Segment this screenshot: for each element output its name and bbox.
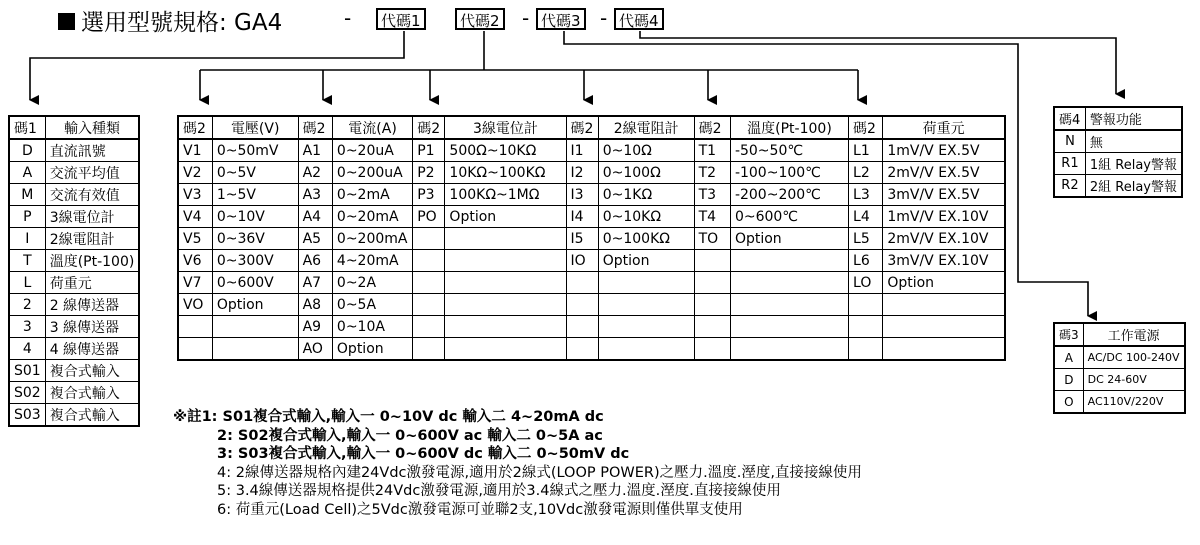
table-cell: 2組 Relay警報 bbox=[1085, 175, 1182, 198]
title-separator: - bbox=[344, 6, 352, 30]
table-cell: 0~20uA bbox=[332, 139, 412, 162]
table-cell bbox=[413, 294, 445, 316]
table-row bbox=[178, 162, 1005, 184]
table-cell: 1mV/V EX.5V bbox=[883, 139, 1005, 162]
table-row bbox=[1054, 130, 1182, 153]
table-cell bbox=[413, 338, 445, 361]
table-cell: T2 bbox=[694, 162, 730, 184]
table-cell: 3 bbox=[9, 316, 45, 338]
table-cell: A1 bbox=[298, 139, 332, 162]
power-supply-table bbox=[1053, 322, 1186, 414]
table-cell: DC 24-60V bbox=[1083, 369, 1184, 391]
table-row bbox=[9, 272, 139, 294]
table-cell bbox=[730, 250, 848, 272]
table-cell: Option bbox=[598, 250, 694, 272]
table-row bbox=[9, 404, 139, 427]
note-line: 6: 荷重元(Load Cell)之5Vdc激發電源可並聯2支,10Vdc激發電源則僅供單支使用 bbox=[217, 501, 743, 518]
table-cell: D bbox=[1054, 369, 1083, 391]
table-cell: V4 bbox=[178, 206, 212, 228]
table-cell: T3 bbox=[694, 184, 730, 206]
table-header: 碼1 輸入種類 bbox=[9, 116, 139, 139]
table-cell: 1組 Relay警報 bbox=[1085, 153, 1182, 175]
notes bbox=[173, 408, 862, 519]
table-cell: 0~200uA bbox=[332, 162, 412, 184]
table-cell: I4 bbox=[566, 206, 598, 228]
table-cell: 100KΩ~1MΩ bbox=[445, 184, 566, 206]
table-cell: L bbox=[9, 272, 45, 294]
table-cell: D bbox=[9, 139, 45, 162]
table-cell: A2 bbox=[298, 162, 332, 184]
table-row bbox=[178, 139, 1005, 162]
table-cell: 溫度(Pt-100) bbox=[45, 250, 139, 272]
table-cell bbox=[883, 316, 1005, 338]
table-cell: 0~600V bbox=[212, 272, 298, 294]
table-cell: M bbox=[9, 184, 45, 206]
table-cell: Option bbox=[730, 228, 848, 250]
table-cell: 2線電阻計 bbox=[45, 228, 139, 250]
note-line: ※註1: S01複合式輸入,輸入一 0~10V dc 輸入二 4~20mA dc bbox=[173, 409, 604, 425]
table-cell bbox=[212, 338, 298, 361]
table-cell: I3 bbox=[566, 184, 598, 206]
table-cell: 0~5A bbox=[332, 294, 412, 316]
table-row bbox=[9, 294, 139, 316]
table-cell: L2 bbox=[849, 162, 883, 184]
table-cell: IO bbox=[566, 250, 598, 272]
table-cell: 1~5V bbox=[212, 184, 298, 206]
table-cell: A4 bbox=[298, 206, 332, 228]
table-cell: 直流訊號 bbox=[45, 139, 139, 162]
table-cell: I bbox=[9, 228, 45, 250]
table-row bbox=[178, 272, 1005, 294]
table-cell: 1mV/V EX.10V bbox=[883, 206, 1005, 228]
table-row bbox=[1054, 175, 1182, 198]
table-cell: 10KΩ~100KΩ bbox=[445, 162, 566, 184]
table-cell: A8 bbox=[298, 294, 332, 316]
table-cell: A bbox=[9, 162, 45, 184]
table-cell: P1 bbox=[413, 139, 445, 162]
table-row bbox=[9, 206, 139, 228]
table-cell: I1 bbox=[566, 139, 598, 162]
table-cell: V6 bbox=[178, 250, 212, 272]
table-cell bbox=[413, 272, 445, 294]
table-cell: TO bbox=[694, 228, 730, 250]
table-cell bbox=[694, 294, 730, 316]
table-row bbox=[9, 162, 139, 184]
code2-range-table bbox=[177, 115, 1006, 361]
table-cell: 0~10V bbox=[212, 206, 298, 228]
page-title: 選用型號規格: GA4 bbox=[58, 4, 282, 37]
table-cell bbox=[566, 338, 598, 361]
table-cell: 0~10A bbox=[332, 316, 412, 338]
table-cell: 0~50mV bbox=[212, 139, 298, 162]
code2-box: 代碼2 bbox=[455, 8, 505, 30]
table-cell: O bbox=[1054, 391, 1083, 414]
table-cell: AC110V/220V bbox=[1083, 391, 1184, 414]
code-separator: - bbox=[600, 6, 608, 30]
table-row bbox=[1054, 391, 1185, 414]
alarm-function-table bbox=[1053, 106, 1183, 198]
table-cell bbox=[694, 272, 730, 294]
table-cell: 0~10KΩ bbox=[598, 206, 694, 228]
table-cell: T1 bbox=[694, 139, 730, 162]
table-cell: AC/DC 100-240V bbox=[1083, 346, 1184, 369]
table-cell: L6 bbox=[849, 250, 883, 272]
table-cell: Option bbox=[445, 206, 566, 228]
table-cell: S01 bbox=[9, 360, 45, 382]
table-cell bbox=[694, 316, 730, 338]
table-cell: 500Ω~10KΩ bbox=[445, 139, 566, 162]
table-row bbox=[178, 294, 1005, 316]
table-cell: 0~2mA bbox=[332, 184, 412, 206]
table-cell: 荷重元 bbox=[45, 272, 139, 294]
table-cell bbox=[413, 316, 445, 338]
table-cell bbox=[178, 316, 212, 338]
table-cell: 0~1KΩ bbox=[598, 184, 694, 206]
table-cell bbox=[598, 272, 694, 294]
table-row bbox=[9, 228, 139, 250]
table-cell: P bbox=[9, 206, 45, 228]
table-cell: LO bbox=[849, 272, 883, 294]
table-cell bbox=[694, 250, 730, 272]
note-line: 2: S02複合式輸入,輸入一 0~600V ac 輸入二 0~5A ac bbox=[217, 427, 603, 444]
table-cell bbox=[413, 250, 445, 272]
table-cell bbox=[730, 272, 848, 294]
table-cell: 3線電位計 bbox=[45, 206, 139, 228]
table-header: 碼2 電壓(V) 碼2 電流(A) 碼2 3線電位計 碼2 2線電阻計 碼2 溫度(Pt-100) 碼2 荷重元 bbox=[178, 116, 1005, 139]
table-cell: AO bbox=[298, 338, 332, 361]
table-cell bbox=[445, 228, 566, 250]
table-cell bbox=[212, 316, 298, 338]
table-row bbox=[178, 316, 1005, 338]
table-row bbox=[9, 250, 139, 272]
table-cell: V1 bbox=[178, 139, 212, 162]
table-cell: V5 bbox=[178, 228, 212, 250]
table-cell bbox=[413, 228, 445, 250]
table-row bbox=[178, 206, 1005, 228]
note-line: 4: 2線傳送器規格內建24Vdc激發電源,適用於2線式(LOOP POWER)之壓力.溫度.溼度,直接接線使用 bbox=[217, 464, 862, 481]
code-separator: - bbox=[522, 6, 530, 30]
code4-box: 代碼4 bbox=[614, 8, 664, 30]
table-row bbox=[9, 338, 139, 360]
table-cell: L1 bbox=[849, 139, 883, 162]
table-cell: 4 bbox=[9, 338, 45, 360]
table-cell bbox=[566, 294, 598, 316]
table-cell: 3 線傳送器 bbox=[45, 316, 139, 338]
table-header: 碼4 警報功能 bbox=[1054, 107, 1182, 130]
table-cell: 3mV/V EX.5V bbox=[883, 184, 1005, 206]
table-cell bbox=[849, 338, 883, 361]
table-cell bbox=[445, 272, 566, 294]
table-cell: 2 線傳送器 bbox=[45, 294, 139, 316]
table-cell: 交流平均值 bbox=[45, 162, 139, 184]
table-cell bbox=[566, 316, 598, 338]
table-cell: Option bbox=[212, 294, 298, 316]
table-cell bbox=[849, 316, 883, 338]
table-row bbox=[178, 250, 1005, 272]
table-cell: A6 bbox=[298, 250, 332, 272]
table-cell bbox=[598, 294, 694, 316]
table-row bbox=[1054, 346, 1185, 369]
table-cell: I5 bbox=[566, 228, 598, 250]
table-cell: S03 bbox=[9, 404, 45, 427]
table-cell: 4~20mA bbox=[332, 250, 412, 272]
table-cell: -100~100℃ bbox=[730, 162, 848, 184]
table-cell: L4 bbox=[849, 206, 883, 228]
table-cell: 2mV/V EX.5V bbox=[883, 162, 1005, 184]
table-cell: 複合式輸入 bbox=[45, 404, 139, 427]
note-line: 5: 3.4線傳送器規格提供24Vdc激發電源,適用於3.4線式之壓力.溫度.溼度.直接接線使用 bbox=[217, 483, 781, 499]
table-cell bbox=[178, 338, 212, 361]
table-cell: 2 bbox=[9, 294, 45, 316]
table-row bbox=[178, 184, 1005, 206]
table-cell: L5 bbox=[849, 228, 883, 250]
table-cell: Option bbox=[883, 272, 1005, 294]
table-cell: R1 bbox=[1054, 153, 1085, 175]
table-row bbox=[9, 184, 139, 206]
table-cell: P3 bbox=[413, 184, 445, 206]
table-cell: A3 bbox=[298, 184, 332, 206]
code3-box: 代碼3 bbox=[536, 8, 586, 30]
table-cell bbox=[445, 250, 566, 272]
table-cell bbox=[849, 294, 883, 316]
table-cell bbox=[445, 294, 566, 316]
table-cell bbox=[730, 338, 848, 361]
note-line: 3: S03複合式輸入,輸入一 0~600V dc 輸入二 0~50mV dc bbox=[217, 446, 630, 462]
input-type-table bbox=[8, 115, 140, 427]
table-row bbox=[9, 316, 139, 338]
table-cell bbox=[566, 272, 598, 294]
table-cell: A9 bbox=[298, 316, 332, 338]
table-cell: A5 bbox=[298, 228, 332, 250]
table-cell: L3 bbox=[849, 184, 883, 206]
table-cell bbox=[883, 338, 1005, 361]
table-cell: A bbox=[1054, 346, 1083, 369]
table-cell bbox=[730, 294, 848, 316]
table-cell bbox=[598, 338, 694, 361]
table-cell: N bbox=[1054, 130, 1085, 153]
table-cell: 0~100Ω bbox=[598, 162, 694, 184]
table-cell: 4 線傳送器 bbox=[45, 338, 139, 360]
table-cell: 交流有效值 bbox=[45, 184, 139, 206]
table-cell: Option bbox=[332, 338, 412, 361]
table-cell: 0~600℃ bbox=[730, 206, 848, 228]
table-cell: 0~300V bbox=[212, 250, 298, 272]
table-cell: -50~50℃ bbox=[730, 139, 848, 162]
table-cell: 無 bbox=[1085, 130, 1182, 153]
table-cell: 2mV/V EX.10V bbox=[883, 228, 1005, 250]
table-cell: -200~200℃ bbox=[730, 184, 848, 206]
table-cell bbox=[445, 316, 566, 338]
table-cell: 0~10Ω bbox=[598, 139, 694, 162]
table-cell: 複合式輸入 bbox=[45, 382, 139, 404]
table-row bbox=[178, 228, 1005, 250]
table-cell: V2 bbox=[178, 162, 212, 184]
table-cell: 0~36V bbox=[212, 228, 298, 250]
table-cell: 3mV/V EX.10V bbox=[883, 250, 1005, 272]
table-cell bbox=[598, 316, 694, 338]
code1-box: 代碼1 bbox=[376, 8, 426, 30]
table-cell: 0~100KΩ bbox=[598, 228, 694, 250]
table-cell: S02 bbox=[9, 382, 45, 404]
table-cell: R2 bbox=[1054, 175, 1085, 198]
table-row bbox=[9, 382, 139, 404]
table-cell: 0~5V bbox=[212, 162, 298, 184]
table-cell: T4 bbox=[694, 206, 730, 228]
table-cell: 複合式輸入 bbox=[45, 360, 139, 382]
table-row bbox=[178, 338, 1005, 361]
table-cell bbox=[883, 294, 1005, 316]
table-cell: V3 bbox=[178, 184, 212, 206]
table-cell: 0~2A bbox=[332, 272, 412, 294]
table-cell: 0~20mA bbox=[332, 206, 412, 228]
table-row bbox=[9, 360, 139, 382]
table-row bbox=[1054, 153, 1182, 175]
table-row bbox=[1054, 369, 1185, 391]
table-cell: T bbox=[9, 250, 45, 272]
table-cell: V7 bbox=[178, 272, 212, 294]
table-cell: P2 bbox=[413, 162, 445, 184]
table-cell: A7 bbox=[298, 272, 332, 294]
table-cell: VO bbox=[178, 294, 212, 316]
table-cell bbox=[445, 338, 566, 361]
table-cell: PO bbox=[413, 206, 445, 228]
table-cell: 0~200mA bbox=[332, 228, 412, 250]
table-cell bbox=[694, 338, 730, 361]
table-header: 碼3 工作電源 bbox=[1054, 323, 1185, 346]
table-row bbox=[9, 139, 139, 162]
table-cell: I2 bbox=[566, 162, 598, 184]
table-cell bbox=[730, 316, 848, 338]
